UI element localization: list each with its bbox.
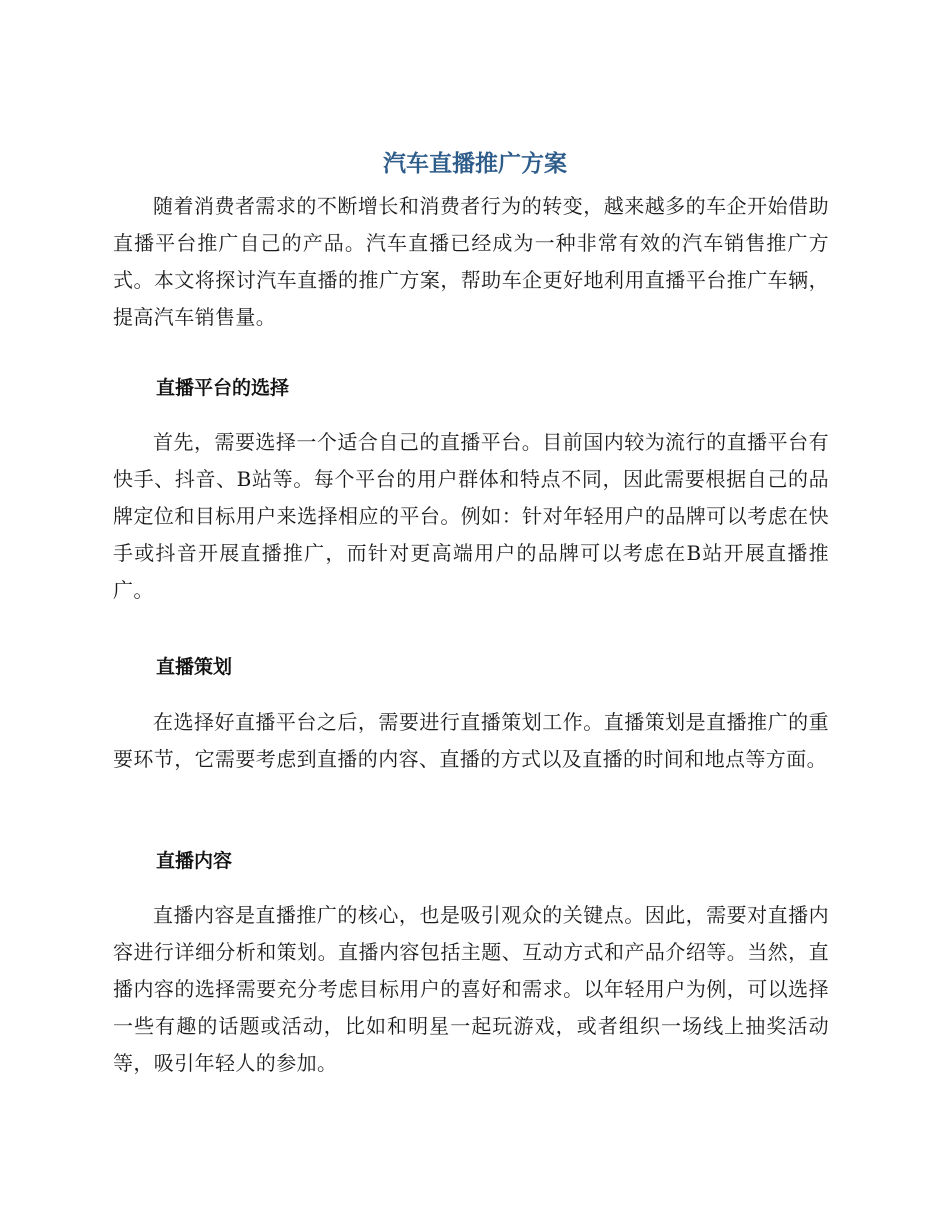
intro-paragraph: 随着消费者需求的不断增长和消费者行为的转变，越来越多的车企开始借助直播平台推广自己的产品。汽车直播已经成为一种非常有效的汽车销售推广方式。本文将探讨汽车直播的推广方案，帮助车企更好地利用直播平台推广车辆，提高汽车销售量。 (113, 194, 829, 329)
document-title: 汽车直播推广方案 (383, 151, 567, 177)
section-body-platform: 首先，需要选择一个适合自己的直播平台。目前国内较为流行的直播平台有快手、抖音、B站等。每个平台的用户群体和特点不同，因此需要根据自己的品牌定位和目标用户来选择相应的平台。例如：针对年轻用户的品牌可以考虑在快手或抖音开展直播推广，而针对更高端用户的品牌可以考虑在B站开展直播推广。 (113, 430, 829, 602)
section-heading-planning: 直播策划 (156, 656, 233, 678)
section-body-planning: 在选择好直播平台之后，需要进行直播策划工作。直播策划是直播推广的重要环节，它需要考虑到直播的内容、直播的方式以及直播的时间和地点等方面。 (113, 710, 829, 771)
section-heading-platform: 直播平台的选择 (156, 377, 290, 399)
section-heading-content: 直播内容 (156, 850, 233, 872)
section-body-content: 直播内容是直播推广的核心，也是吸引观众的关键点。因此，需要对直播内容进行详细分析和策划。直播内容包括主题、互动方式和产品介绍等。当然，直播内容的选择需要充分考虑目标用户的喜好和需求。以年轻用户为例，可以选择一些有趣的话题或活动，比如和明星一起玩游戏，或者组织一场线上抽奖活动等，吸引年轻人的参加。 (113, 903, 829, 1075)
